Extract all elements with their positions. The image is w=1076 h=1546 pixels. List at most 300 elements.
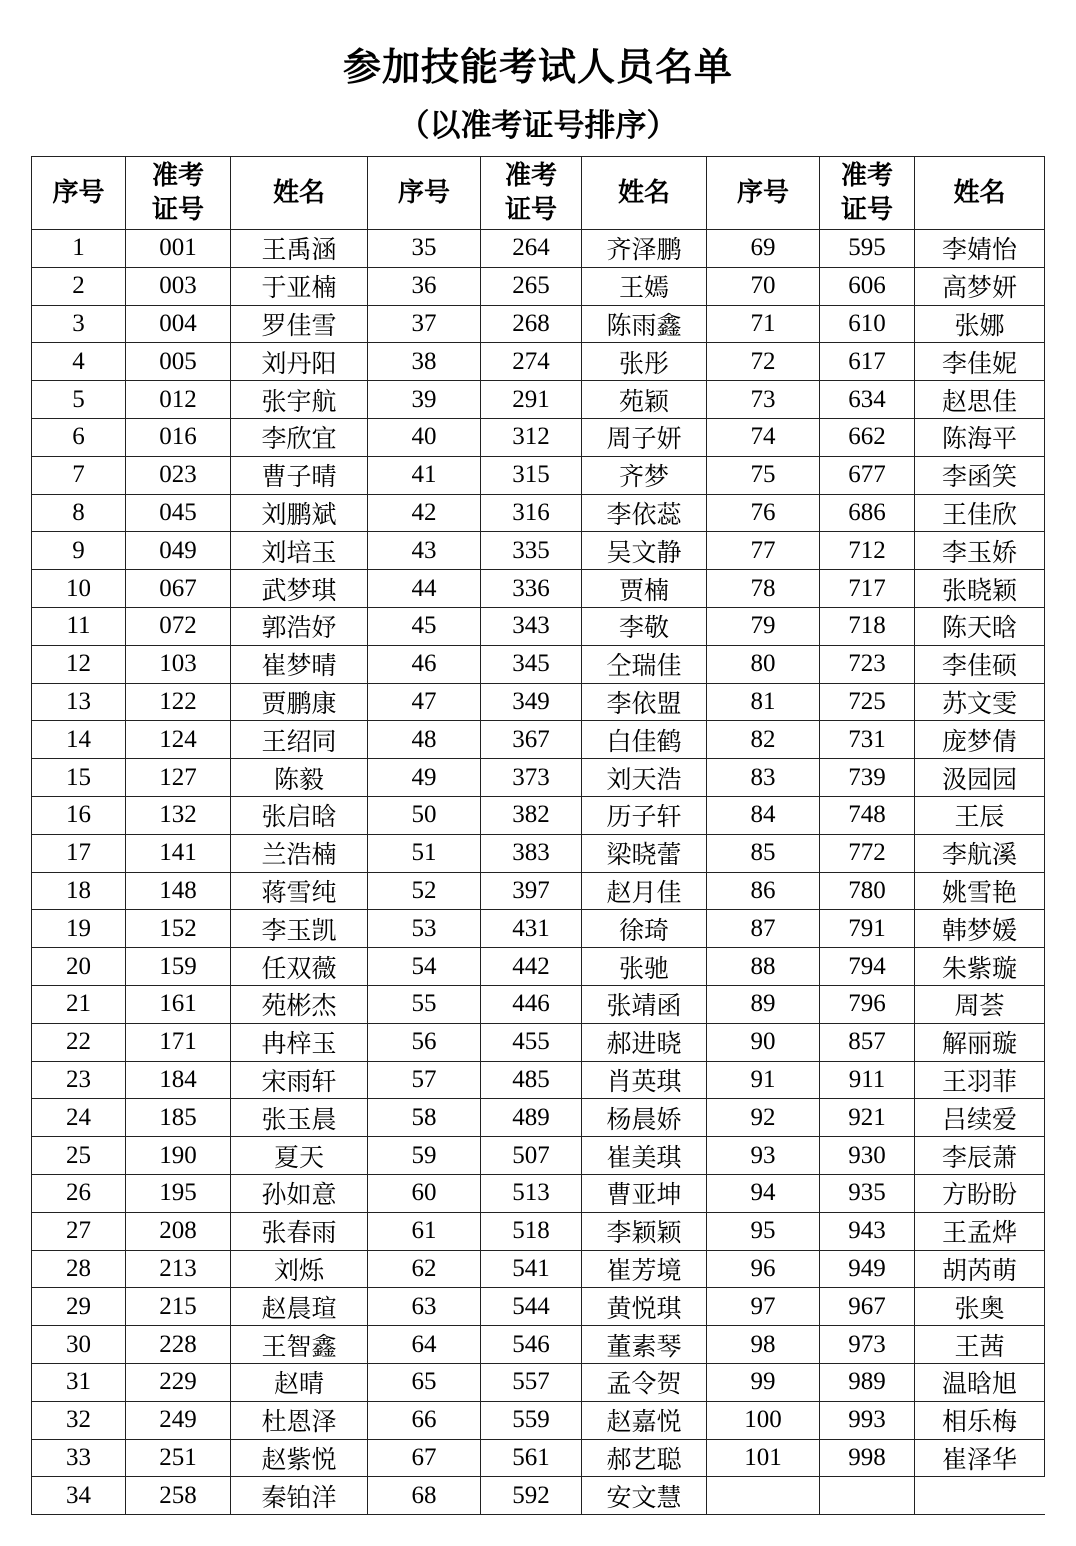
- exam-id-cell: 249: [126, 1401, 231, 1439]
- header-exam-id-line2: 证号: [504, 195, 557, 225]
- seq-cell: 82: [707, 721, 820, 759]
- name-cell: 秦铂洋: [231, 1477, 368, 1515]
- name-cell: 任双薇: [231, 948, 368, 986]
- exam-id-cell: 072: [126, 607, 231, 645]
- seq-cell: 77: [707, 532, 820, 570]
- name-cell: 姚雪艳: [915, 872, 1045, 910]
- seq-cell: 42: [368, 494, 481, 532]
- exam-id-cell: 382: [481, 796, 582, 834]
- name-cell: 蒋雪纯: [231, 872, 368, 910]
- exam-id-cell: 185: [126, 1099, 231, 1137]
- name-cell: 崔芳境: [582, 1250, 707, 1288]
- name-cell: 肖英琪: [582, 1061, 707, 1099]
- name-cell: 王嫣: [582, 267, 707, 305]
- exam-id-cell: 921: [820, 1099, 915, 1137]
- exam-id-cell: 265: [481, 267, 582, 305]
- seq-cell: 87: [707, 910, 820, 948]
- name-cell: 刘丹阳: [231, 343, 368, 381]
- exam-id-cell: 315: [481, 456, 582, 494]
- seq-cell: 31: [32, 1363, 126, 1401]
- exam-id-cell: 731: [820, 721, 915, 759]
- name-cell: 安文慧: [582, 1477, 707, 1515]
- name-cell: 孙如意: [231, 1174, 368, 1212]
- exam-id-cell: 141: [126, 834, 231, 872]
- table-row: [32, 532, 1045, 570]
- seq-cell: 3: [32, 305, 126, 343]
- name-cell: 郭浩妤: [231, 607, 368, 645]
- exam-id-cell: 122: [126, 683, 231, 721]
- seq-cell: 22: [32, 1023, 126, 1061]
- table-row: [32, 343, 1045, 381]
- seq-cell: 51: [368, 834, 481, 872]
- exam-id-cell: 336: [481, 570, 582, 608]
- empty-cell: [915, 1477, 1045, 1515]
- seq-cell: 32: [32, 1401, 126, 1439]
- seq-cell: 58: [368, 1099, 481, 1137]
- seq-cell: 37: [368, 305, 481, 343]
- name-cell: 吕续爱: [915, 1099, 1045, 1137]
- header-exam-id-line2: 证号: [151, 195, 204, 225]
- exam-id-cell: 617: [820, 343, 915, 381]
- seq-cell: 64: [368, 1326, 481, 1364]
- exam-id-cell: 446: [481, 985, 582, 1023]
- exam-id-cell: 258: [126, 1477, 231, 1515]
- exam-id-cell: 718: [820, 607, 915, 645]
- seq-cell: 74: [707, 418, 820, 456]
- table-row: [32, 230, 1045, 268]
- name-cell: 李欣宜: [231, 418, 368, 456]
- seq-cell: 90: [707, 1023, 820, 1061]
- table-row: [32, 910, 1045, 948]
- roster-body: [32, 230, 1045, 1515]
- name-cell: 刘烁: [231, 1250, 368, 1288]
- seq-cell: 92: [707, 1099, 820, 1137]
- exam-id-cell: 592: [481, 1477, 582, 1515]
- name-cell: 梁晓蕾: [582, 834, 707, 872]
- name-cell: 于亚楠: [231, 267, 368, 305]
- name-cell: 王羽菲: [915, 1061, 1045, 1099]
- exam-id-cell: 264: [481, 230, 582, 268]
- name-cell: 苑彬杰: [231, 985, 368, 1023]
- table-row: [32, 494, 1045, 532]
- name-cell: 徐琦: [582, 910, 707, 948]
- seq-cell: 86: [707, 872, 820, 910]
- exam-id-cell: 171: [126, 1023, 231, 1061]
- name-cell: 仝瑞佳: [582, 645, 707, 683]
- seq-cell: 20: [32, 948, 126, 986]
- seq-cell: 11: [32, 607, 126, 645]
- table-row: [32, 1212, 1045, 1250]
- seq-cell: 26: [32, 1174, 126, 1212]
- exam-id-cell: 943: [820, 1212, 915, 1250]
- name-cell: 王辰: [915, 796, 1045, 834]
- name-cell: 张宇航: [231, 381, 368, 419]
- name-cell: 朱紫璇: [915, 948, 1045, 986]
- exam-id-cell: 507: [481, 1137, 582, 1175]
- seq-cell: 94: [707, 1174, 820, 1212]
- seq-cell: 43: [368, 532, 481, 570]
- name-cell: 历子轩: [582, 796, 707, 834]
- seq-cell: 41: [368, 456, 481, 494]
- exam-id-cell: 016: [126, 418, 231, 456]
- seq-cell: 56: [368, 1023, 481, 1061]
- name-cell: 李婧怡: [915, 230, 1045, 268]
- exam-id-cell: 132: [126, 796, 231, 834]
- name-cell: 齐泽鹏: [582, 230, 707, 268]
- seq-cell: 61: [368, 1212, 481, 1250]
- exam-id-cell: 610: [820, 305, 915, 343]
- seq-cell: 96: [707, 1250, 820, 1288]
- name-cell: 苏文雯: [915, 683, 1045, 721]
- name-cell: 陈雨鑫: [582, 305, 707, 343]
- table-row: [32, 948, 1045, 986]
- exam-id-cell: 190: [126, 1137, 231, 1175]
- seq-cell: 24: [32, 1099, 126, 1137]
- exam-id-cell: 005: [126, 343, 231, 381]
- seq-cell: 9: [32, 532, 126, 570]
- exam-id-cell: 397: [481, 872, 582, 910]
- seq-cell: 75: [707, 456, 820, 494]
- name-cell: 张启晗: [231, 796, 368, 834]
- name-cell: 李玉娇: [915, 532, 1045, 570]
- seq-cell: 16: [32, 796, 126, 834]
- seq-cell: 45: [368, 607, 481, 645]
- exam-id-cell: 184: [126, 1061, 231, 1099]
- header-exam-id-line2: 证号: [840, 195, 893, 225]
- name-cell: 韩梦媛: [915, 910, 1045, 948]
- header-exam-id-line1: 准考: [151, 161, 204, 191]
- table-row: [32, 872, 1045, 910]
- seq-cell: 48: [368, 721, 481, 759]
- seq-cell: 99: [707, 1363, 820, 1401]
- name-cell: 苑颖: [582, 381, 707, 419]
- seq-cell: 88: [707, 948, 820, 986]
- exam-id-cell: 518: [481, 1212, 582, 1250]
- name-cell: 周子妍: [582, 418, 707, 456]
- exam-id-cell: 383: [481, 834, 582, 872]
- name-cell: 冉梓玉: [231, 1023, 368, 1061]
- name-cell: 赵嘉悦: [582, 1401, 707, 1439]
- name-cell: 郝艺聪: [582, 1439, 707, 1477]
- exam-id-cell: 973: [820, 1326, 915, 1364]
- exam-id-cell: 229: [126, 1363, 231, 1401]
- exam-id-cell: 124: [126, 721, 231, 759]
- exam-id-cell: 686: [820, 494, 915, 532]
- name-cell: 王禹涵: [231, 230, 368, 268]
- name-cell: 武梦琪: [231, 570, 368, 608]
- exam-id-cell: 367: [481, 721, 582, 759]
- header-exam-id-2: [481, 157, 582, 230]
- table-row: [32, 721, 1045, 759]
- exam-id-cell: 431: [481, 910, 582, 948]
- seq-cell: 79: [707, 607, 820, 645]
- exam-id-cell: 911: [820, 1061, 915, 1099]
- seq-cell: 65: [368, 1363, 481, 1401]
- name-cell: 李辰萧: [915, 1137, 1045, 1175]
- seq-cell: 33: [32, 1439, 126, 1477]
- seq-cell: 72: [707, 343, 820, 381]
- seq-cell: 14: [32, 721, 126, 759]
- seq-cell: 47: [368, 683, 481, 721]
- exam-id-cell: 127: [126, 759, 231, 797]
- header-name-1: 姓名: [231, 157, 368, 230]
- name-cell: 贾鹏康: [231, 683, 368, 721]
- exam-id-cell: 546: [481, 1326, 582, 1364]
- table-row: [32, 267, 1045, 305]
- seq-cell: 93: [707, 1137, 820, 1175]
- seq-cell: 52: [368, 872, 481, 910]
- seq-cell: 40: [368, 418, 481, 456]
- seq-cell: 78: [707, 570, 820, 608]
- seq-cell: 5: [32, 381, 126, 419]
- name-cell: 庞梦倩: [915, 721, 1045, 759]
- name-cell: 温晗旭: [915, 1363, 1045, 1401]
- exam-id-cell: 049: [126, 532, 231, 570]
- seq-cell: 38: [368, 343, 481, 381]
- name-cell: 黄悦琪: [582, 1288, 707, 1326]
- exam-id-cell: 335: [481, 532, 582, 570]
- exam-id-cell: 268: [481, 305, 582, 343]
- seq-cell: 6: [32, 418, 126, 456]
- table-row: [32, 1477, 1045, 1515]
- name-cell: 高梦妍: [915, 267, 1045, 305]
- name-cell: 赵紫悦: [231, 1439, 368, 1477]
- seq-cell: 46: [368, 645, 481, 683]
- seq-cell: 57: [368, 1061, 481, 1099]
- exam-id-cell: 316: [481, 494, 582, 532]
- seq-cell: 18: [32, 872, 126, 910]
- seq-cell: 49: [368, 759, 481, 797]
- name-cell: 董素琴: [582, 1326, 707, 1364]
- exam-id-cell: 228: [126, 1326, 231, 1364]
- exam-id-cell: 251: [126, 1439, 231, 1477]
- name-cell: 曹子晴: [231, 456, 368, 494]
- name-cell: 曹亚坤: [582, 1174, 707, 1212]
- exam-id-cell: 152: [126, 910, 231, 948]
- exam-id-cell: 291: [481, 381, 582, 419]
- name-cell: 张靖函: [582, 985, 707, 1023]
- seq-cell: 44: [368, 570, 481, 608]
- exam-id-cell: 794: [820, 948, 915, 986]
- exam-id-cell: 159: [126, 948, 231, 986]
- header-exam-id-line1: 准考: [504, 161, 557, 191]
- seq-cell: 13: [32, 683, 126, 721]
- name-cell: 夏天: [231, 1137, 368, 1175]
- exam-id-cell: 012: [126, 381, 231, 419]
- exam-id-cell: 989: [820, 1363, 915, 1401]
- seq-cell: 70: [707, 267, 820, 305]
- exam-id-cell: 541: [481, 1250, 582, 1288]
- name-cell: 胡芮萌: [915, 1250, 1045, 1288]
- seq-cell: 98: [707, 1326, 820, 1364]
- table-row: [32, 418, 1045, 456]
- seq-cell: 39: [368, 381, 481, 419]
- name-cell: 李玉凯: [231, 910, 368, 948]
- table-row: [32, 1061, 1045, 1099]
- seq-cell: 15: [32, 759, 126, 797]
- exam-id-cell: 791: [820, 910, 915, 948]
- seq-cell: 83: [707, 759, 820, 797]
- exam-id-cell: 993: [820, 1401, 915, 1439]
- exam-id-cell: 949: [820, 1250, 915, 1288]
- exam-id-cell: 001: [126, 230, 231, 268]
- table-row: [32, 759, 1045, 797]
- name-cell: 王佳欣: [915, 494, 1045, 532]
- exam-id-cell: 772: [820, 834, 915, 872]
- table-row: [32, 1250, 1045, 1288]
- exam-id-cell: 595: [820, 230, 915, 268]
- exam-id-cell: 312: [481, 418, 582, 456]
- seq-cell: 36: [368, 267, 481, 305]
- name-cell: 崔泽华: [915, 1439, 1045, 1477]
- exam-id-cell: 455: [481, 1023, 582, 1061]
- name-cell: 兰浩楠: [231, 834, 368, 872]
- empty-cell: [820, 1477, 915, 1515]
- name-cell: 罗佳雪: [231, 305, 368, 343]
- exam-id-cell: 161: [126, 985, 231, 1023]
- exam-id-cell: 343: [481, 607, 582, 645]
- header-name-3: 姓名: [915, 157, 1045, 230]
- name-cell: 杜恩泽: [231, 1401, 368, 1439]
- seq-cell: 17: [32, 834, 126, 872]
- seq-cell: 69: [707, 230, 820, 268]
- table-row: [32, 796, 1045, 834]
- exam-id-cell: 195: [126, 1174, 231, 1212]
- exam-id-cell: 489: [481, 1099, 582, 1137]
- seq-cell: 7: [32, 456, 126, 494]
- seq-cell: 53: [368, 910, 481, 948]
- table-row: [32, 607, 1045, 645]
- header-name-2: 姓名: [582, 157, 707, 230]
- name-cell: 周荟: [915, 985, 1045, 1023]
- name-cell: 陈天晗: [915, 607, 1045, 645]
- table-row: [32, 1326, 1045, 1364]
- name-cell: 王智鑫: [231, 1326, 368, 1364]
- exam-id-cell: 717: [820, 570, 915, 608]
- seq-cell: 62: [368, 1250, 481, 1288]
- table-row: [32, 834, 1045, 872]
- name-cell: 李航溪: [915, 834, 1045, 872]
- name-cell: 陈海平: [915, 418, 1045, 456]
- seq-cell: 89: [707, 985, 820, 1023]
- name-cell: 张奥: [915, 1288, 1045, 1326]
- name-cell: 李函笑: [915, 456, 1045, 494]
- exam-id-cell: 857: [820, 1023, 915, 1061]
- seq-cell: 34: [32, 1477, 126, 1515]
- roster-table: [31, 156, 1045, 1515]
- seq-cell: 35: [368, 230, 481, 268]
- seq-cell: 4: [32, 343, 126, 381]
- name-cell: 李依盟: [582, 683, 707, 721]
- exam-id-cell: 373: [481, 759, 582, 797]
- exam-id-cell: 998: [820, 1439, 915, 1477]
- exam-id-cell: 003: [126, 267, 231, 305]
- empty-cell: [707, 1477, 820, 1515]
- exam-id-cell: 148: [126, 872, 231, 910]
- exam-id-cell: 725: [820, 683, 915, 721]
- seq-cell: 29: [32, 1288, 126, 1326]
- seq-cell: 19: [32, 910, 126, 948]
- exam-id-cell: 796: [820, 985, 915, 1023]
- name-cell: 刘天浩: [582, 759, 707, 797]
- exam-id-cell: 557: [481, 1363, 582, 1401]
- seq-cell: 21: [32, 985, 126, 1023]
- exam-id-cell: 513: [481, 1174, 582, 1212]
- seq-cell: 25: [32, 1137, 126, 1175]
- header-exam-id-3: [820, 157, 915, 230]
- name-cell: 解丽璇: [915, 1023, 1045, 1061]
- exam-id-cell: 723: [820, 645, 915, 683]
- exam-id-cell: 634: [820, 381, 915, 419]
- header-seq-2: 序号: [368, 157, 481, 230]
- table-row: [32, 683, 1045, 721]
- exam-id-cell: 215: [126, 1288, 231, 1326]
- exam-id-cell: 213: [126, 1250, 231, 1288]
- seq-cell: 50: [368, 796, 481, 834]
- header-seq-1: 序号: [32, 157, 126, 230]
- exam-id-cell: 967: [820, 1288, 915, 1326]
- table-row: [32, 1099, 1045, 1137]
- seq-cell: 101: [707, 1439, 820, 1477]
- exam-id-cell: 930: [820, 1137, 915, 1175]
- seq-cell: 54: [368, 948, 481, 986]
- seq-cell: 76: [707, 494, 820, 532]
- name-cell: 王茜: [915, 1326, 1045, 1364]
- name-cell: 齐梦: [582, 456, 707, 494]
- seq-cell: 91: [707, 1061, 820, 1099]
- exam-id-cell: 606: [820, 267, 915, 305]
- header-seq-3: 序号: [707, 157, 820, 230]
- seq-cell: 60: [368, 1174, 481, 1212]
- seq-cell: 27: [32, 1212, 126, 1250]
- exam-id-cell: 208: [126, 1212, 231, 1250]
- name-cell: 方盼盼: [915, 1174, 1045, 1212]
- name-cell: 杨晨娇: [582, 1099, 707, 1137]
- exam-id-cell: 561: [481, 1439, 582, 1477]
- seq-cell: 59: [368, 1137, 481, 1175]
- seq-cell: 67: [368, 1439, 481, 1477]
- exam-id-cell: 485: [481, 1061, 582, 1099]
- table-row: [32, 645, 1045, 683]
- name-cell: 孟令贺: [582, 1363, 707, 1401]
- name-cell: 相乐梅: [915, 1401, 1045, 1439]
- seq-cell: 63: [368, 1288, 481, 1326]
- name-cell: 李佳硕: [915, 645, 1045, 683]
- header-exam-id-1: [126, 157, 231, 230]
- table-row: [32, 570, 1045, 608]
- name-cell: 吴文静: [582, 532, 707, 570]
- exam-id-cell: 067: [126, 570, 231, 608]
- name-cell: 李敬: [582, 607, 707, 645]
- table-row: [32, 1439, 1045, 1477]
- seq-cell: 8: [32, 494, 126, 532]
- name-cell: 李依蕊: [582, 494, 707, 532]
- exam-id-cell: 274: [481, 343, 582, 381]
- name-cell: 郝进晓: [582, 1023, 707, 1061]
- table-row: [32, 1401, 1045, 1439]
- table-row: [32, 1023, 1045, 1061]
- exam-id-cell: 544: [481, 1288, 582, 1326]
- seq-cell: 85: [707, 834, 820, 872]
- exam-id-cell: 045: [126, 494, 231, 532]
- seq-cell: 10: [32, 570, 126, 608]
- name-cell: 赵月佳: [582, 872, 707, 910]
- header-row: [32, 157, 1045, 230]
- name-cell: 李颖颖: [582, 1212, 707, 1250]
- exam-id-cell: 748: [820, 796, 915, 834]
- table-row: [32, 1137, 1045, 1175]
- name-cell: 贾楠: [582, 570, 707, 608]
